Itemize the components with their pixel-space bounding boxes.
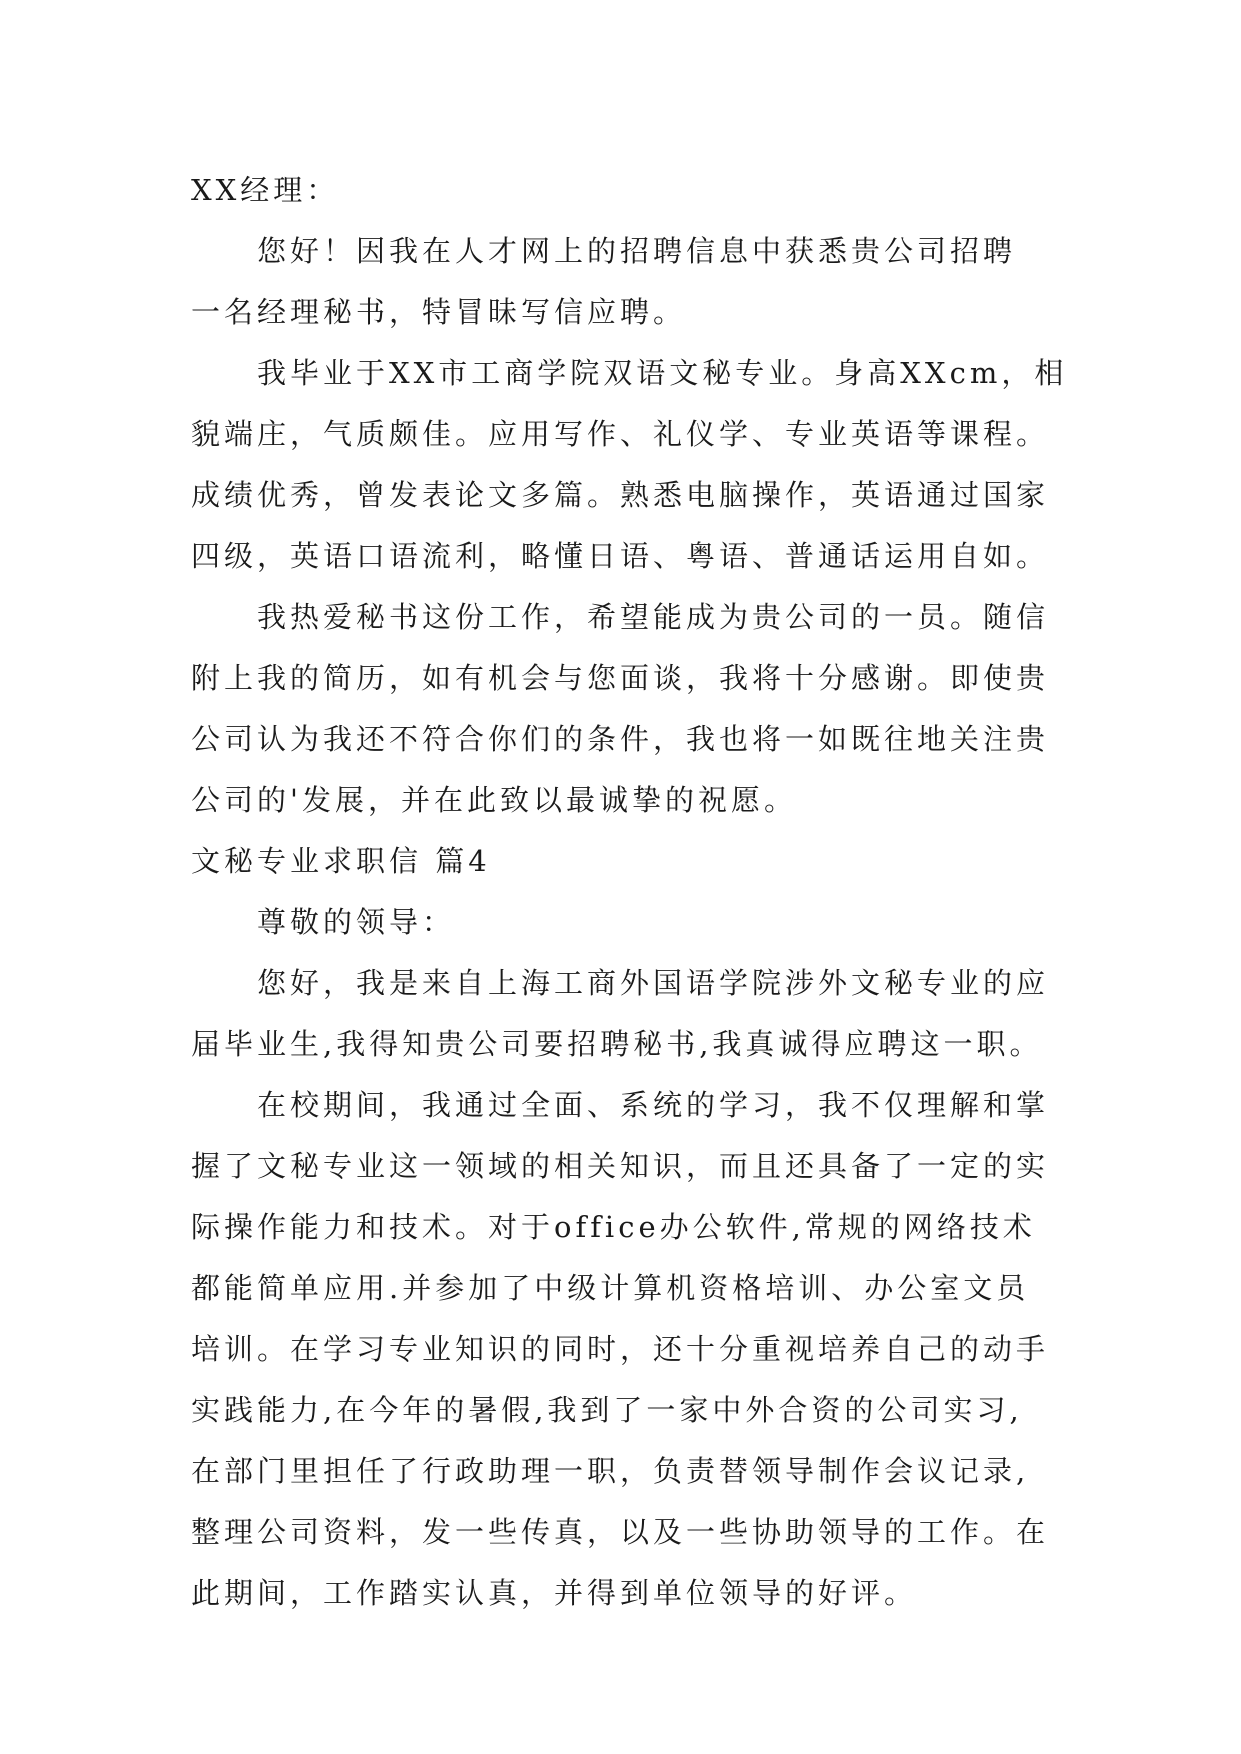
text-line: 都能简单应用.并参加了中级计算机资格培训、办公室文员: [191, 1271, 1030, 1305]
section-title: 文秘专业求职信 篇4: [191, 844, 491, 878]
text-line: 我热爱秘书这份工作，希望能成为贵公司的一员。随信: [257, 600, 1050, 634]
text-line: 貌端庄，气质颇佳。应用写作、礼仪学、专业英语等课程。: [191, 417, 1050, 451]
text-line: 培训。在学习专业知识的同时，还十分重视培养自己的动手: [191, 1332, 1050, 1366]
text-line: 四级，英语口语流利，略懂日语、粤语、普通话运用自如。: [191, 539, 1050, 573]
text-line: 整理公司资料，发一些传真，以及一些协助领导的工作。在: [191, 1515, 1050, 1549]
text-line: 公司认为我还不符合你们的条件，我也将一如既往地关注贵: [191, 722, 1050, 756]
text-line: 一名经理秘书，特冒昧写信应聘。: [191, 295, 687, 329]
text-line: 在校期间，我通过全面、系统的学习，我不仅理解和掌: [257, 1088, 1050, 1122]
paragraph-3: [191, 587, 1053, 831]
greeting: XX经理：: [191, 173, 340, 207]
text-line: 在部门里担任了行政助理一职，负责替领导制作会议记录,: [191, 1454, 1030, 1488]
paragraph-2: [191, 343, 1068, 587]
text-line: 握了文秘专业这一领域的相关知识，而且还具备了一定的实: [191, 1149, 1050, 1183]
text-line: 您好！因我在人才网上的招聘信息中获悉贵公司招聘: [257, 234, 1017, 268]
salutation: 尊敬的领导：: [257, 905, 456, 939]
text-line: 您好，我是来自上海工商外国语学院涉外文秘专业的应: [257, 966, 1050, 1000]
paragraph-4: [191, 953, 1053, 1075]
letter-body: [191, 160, 1068, 1624]
text-line: 际操作能力和技术。对于office办公软件,常规的网络技术: [191, 1210, 1036, 1244]
paragraph-5: [191, 1075, 1053, 1624]
text-line: 我毕业于XX市工商学院双语文秘专业。身高XXcm，相: [257, 356, 1068, 390]
text-line: 届毕业生,我得知贵公司要招聘秘书,我真诚得应聘这一职。: [191, 1027, 1043, 1061]
paragraph-1: [191, 221, 1053, 343]
text-line: 成绩优秀，曾发表论文多篇。熟悉电脑操作，英语通过国家: [191, 478, 1050, 512]
text-line: 此期间，工作踏实认真，并得到单位领导的好评。: [191, 1576, 918, 1610]
text-line: 实践能力,在今年的暑假,我到了一家中外合资的公司实习,: [191, 1393, 1023, 1427]
text-line: 附上我的简历，如有机会与您面谈，我将十分感谢。即使贵: [191, 661, 1050, 695]
text-line: 公司的'发展，并在此致以最诚挚的祝愿。: [191, 783, 797, 817]
